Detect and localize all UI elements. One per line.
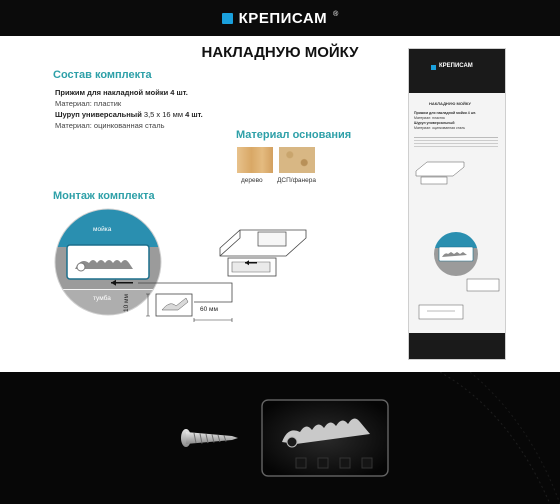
chipboard-label: ДСП/фанера — [277, 177, 316, 184]
package-card — [408, 48, 506, 360]
clamp-icon — [262, 400, 388, 476]
package-logo-icon — [431, 65, 436, 70]
dim-width-label: 60 мм — [200, 306, 218, 313]
mounting-heading: Монтаж комплекта — [53, 190, 155, 202]
product-photo-illustration — [0, 372, 560, 504]
wood-label: дерево — [241, 177, 263, 184]
package-item2: Шуруп универсальный — [414, 121, 455, 125]
package-circle-diagram — [433, 231, 479, 277]
base-material-heading: Материал основания — [236, 129, 352, 141]
package-item2-material: Материал: оцинкованная сталь — [414, 126, 466, 130]
logo-square-icon — [222, 13, 233, 24]
cabinet-label: тумба — [93, 295, 111, 302]
kit-heading: Состав комплекта — [53, 69, 152, 81]
sink-label: мойка — [93, 226, 112, 233]
kit-item1-material: Материал: пластик — [55, 99, 122, 108]
kit-item2-material: Материал: оцинкованная сталь — [55, 121, 165, 130]
product-photo — [0, 372, 560, 504]
package-title: НАКЛАДНУЮ МОЙКУ — [429, 101, 471, 106]
dim-height-label: 10 мм — [123, 294, 130, 312]
chipboard-swatch — [279, 147, 315, 173]
registered-mark: ® — [333, 10, 339, 18]
wood-swatch — [237, 147, 273, 173]
counter-sketch — [218, 218, 308, 280]
package-card-bottom — [409, 333, 505, 359]
package-brand: КРЕПИСАМ — [439, 63, 473, 69]
package-card-top — [409, 49, 505, 93]
package-counter-sketch — [415, 157, 465, 185]
package-item1-material: Материал: пластик — [414, 116, 445, 120]
brand-header — [0, 0, 560, 36]
kit-item1-name: Прижим для накладной мойки 4 шт. — [55, 88, 188, 97]
page-title: НАКЛАДНУЮ МОЙКУ — [201, 44, 359, 61]
brand-name: КРЕПИСАМ — [238, 9, 328, 27]
kit-item2-name: Шуруп универсальный 3,5 х 16 мм 4 шт. — [55, 110, 203, 119]
package-description-lines — [414, 137, 498, 138]
dimension-drawing — [138, 280, 238, 328]
package-mount-sketch — [417, 277, 501, 329]
package-item1: Прижим для накладной мойки 4 шт. — [414, 111, 477, 115]
